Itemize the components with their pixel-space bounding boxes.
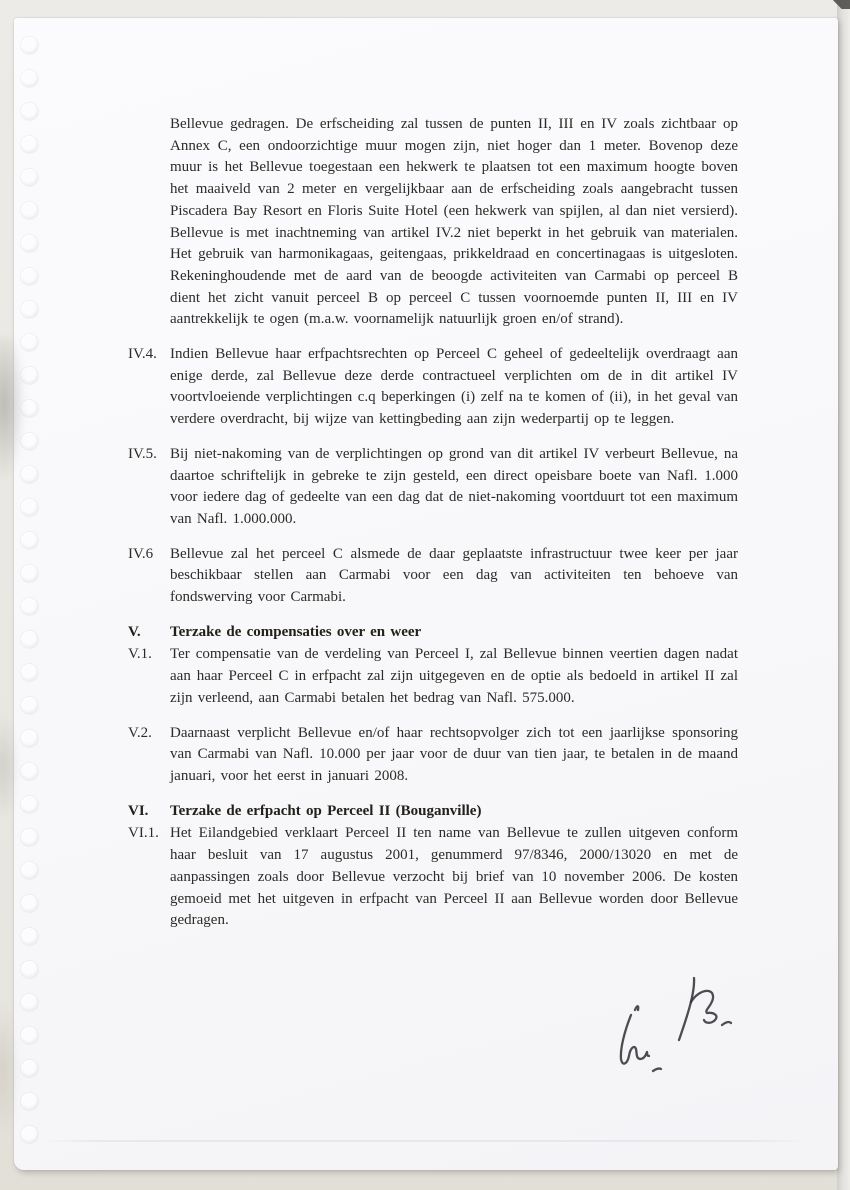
paraph-right-loop [691,991,716,1023]
section-title: Terzake de erfpacht op Perceel II (Bouganville) [170,802,482,819]
binder-hole [21,862,38,879]
section-title: Terzake de compensaties over en weer [170,623,422,640]
handwritten-initials [600,955,760,1085]
binder-hole [21,367,38,384]
binder-hole [21,334,38,351]
clause-text: Ter compensatie van de verdeling van Perceel I, zal Bellevue binnen veertien dagen nadat aan haar Perceel C in erfpacht zal zijn uitgegeven en de optie als bedoeld in artikel II zal zijn verleend, aan Carmabi betalen het bedrag van Nafl. 575.000. [170,646,738,706]
binder-hole [21,994,38,1011]
section-number: V. [128,623,141,640]
binder-hole [21,598,38,615]
document-page [14,18,838,1170]
scan-backdrop-right-strip [837,0,850,1190]
section-number: VI. [128,802,149,819]
binder-hole [21,829,38,846]
clause-text: Bij niet-nakoming van de verplichtingen op grond van dit artikel IV verbeurt Bellevue, na daartoe schriftelijk in gebreke te zijn gesteld, een direct opeisbare boete van Nafl. 1.000 voor iedere dag of gedeelte van een dag dat de niet-nakoming voortduurt tot een maximum van Nafl. 1.000.000. [170,445,738,527]
clause-text: Het Eilandgebied verklaart Perceel II ten name van Bellevue te zullen uitgeven conform haar besluit van 17 augustus 2001, genummerd 97/8346, 2000/13020 en met de aanpassingen zoals door Bellevue verzocht bij brief van 10 november 2006. De kosten gemoeid met het uitgeven in erfpacht van Perceel II aan Bellevue worden door Bellevue gedragen. [170,825,738,929]
paraph-left-dash [653,1069,661,1071]
binder-hole [21,796,38,813]
binder-hole [21,268,38,285]
binder-hole [21,961,38,978]
clause-continuation [128,114,738,331]
clause-text: Indien Bellevue haar erfpachtsrechten op Perceel C geheel of gedeeltelijk overdraagt aan enige derde, zal Bellevue deze derde contractueel verplichten om de in dit artikel IV voortvloeiende verplichtingen c.q beperkingen (i) zelf na te komen of (ii), in het geval van verdere overdracht, bij wijze van kettingbeding aan zijn wederpartij op te leggen. [170,346,738,428]
binder-hole [21,664,38,681]
paraph-right-stroke [679,978,694,1040]
binder-hole [21,37,38,54]
binder-hole [21,400,38,417]
binder-hole [21,103,38,120]
binder-hole [21,301,38,318]
binder-hole [21,136,38,153]
binder-hole [21,895,38,912]
page-content [128,114,738,945]
clause-number: IV.5. [128,445,157,462]
clause-V-2 [128,723,738,788]
binder-hole [21,1060,38,1077]
clause-text: Bellevue zal het perceel C alsmede de daar geplaatste infrastructuur twee keer per jaar beschikbaar stellen aan Carmabi voor een dag van activiteiten ten behoeve van fondswerving voor Carmabi. [170,545,738,606]
paraph-right-tick [722,1022,731,1025]
binder-hole [21,730,38,747]
clause-number: VI.1. [128,825,159,842]
binder-hole [21,763,38,780]
paraph-left-stroke [621,1015,649,1064]
binder-hole [21,565,38,582]
binder-hole [21,631,38,648]
binder-hole [21,433,38,450]
clause-text: Daarnaast verplicht Bellevue en/of haar rechtsopvolger zich tot een jaarlijkse sponsoring van Carmabi van Nafl. 10.000 per jaar voor de duur van tien jaar, te betalen in de maand januari, voor het eerst in januari 2008. [170,724,738,784]
clause-V-1 [128,644,738,709]
section-heading-VI [128,801,738,823]
binder-hole [21,697,38,714]
paraph-left-tick [635,1006,638,1010]
clause-number: IV.4. [128,346,157,363]
clause-IV-4 [128,344,738,431]
paper-crease-line [40,1140,810,1142]
binder-hole [21,466,38,483]
binder-hole [21,532,38,549]
section-heading-V [128,622,738,644]
clause-number: V.1. [128,646,152,663]
binder-hole [21,1126,38,1143]
binder-hole [21,235,38,252]
clause-IV-6 [128,544,738,609]
binder-hole [21,1093,38,1110]
binder-hole [21,928,38,945]
clause-IV-5 [128,444,738,531]
clause-text: Bellevue gedragen. De erfscheiding zal tussen de punten II, III en IV zoals zichtbaar op Annex C, een ondoorzichtige muur mogen zijn, niet hoger dan 1 meter. Bovenop deze muur is het Bellevue toegestaan een hekwerk te plaatsen tot een maximum hoogte boven het maaiveld van 2 meter en vergelijkbaar aan de erfscheiding zoals aangebracht tussen Piscadera Bay Resort en Floris Suite Hotel (een hekwerk van spijlen, al dan niet versierd). Bellevue is met inachtneming van artikel IV.2 niet beperkt in het gebruik van materialen. Het gebruik van harmonikagaas, geitengaas, prikkeldraad en concertinagaas is uitgesloten. Rekeninghoudende met de aard van de beoogde activiteiten van Carmabi op perceel B dient het zicht vanuit perceel B op perceel C tussen voornoemde punten II, III en IV aantrekkelijk te ogen (m.a.w. voornamelijk natuurlijk groen en/of strand). [170,116,738,328]
binder-hole [21,70,38,87]
clause-number: IV.6 [128,545,154,562]
binder-hole [21,1027,38,1044]
clause-VI-1 [128,823,738,932]
clause-number [128,114,170,331]
clause-number: V.2. [128,724,152,741]
binder-hole [21,202,38,219]
binder-hole [21,169,38,186]
binder-hole [21,499,38,516]
